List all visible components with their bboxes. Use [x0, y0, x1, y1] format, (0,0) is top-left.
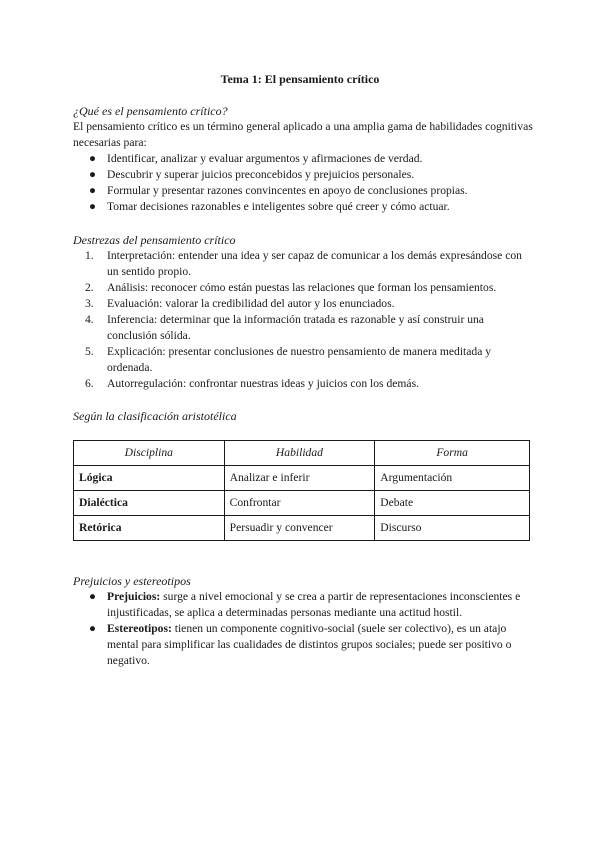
table-header-row [74, 441, 530, 466]
list-number: 2. [85, 281, 94, 294]
section-aristotelian [73, 408, 533, 424]
table-cell: Dialéctica [74, 491, 225, 516]
table-cell: Retórica [74, 516, 225, 541]
list-item-text: surge a nivel emocional y se crea a partir de representaciones inconscientes e injustificadas, se aplica a determinadas personas mediante una actitud hostil. [107, 590, 521, 619]
term-label: Estereotipos: [107, 622, 172, 635]
section-skills [73, 232, 533, 392]
classification-table [73, 440, 530, 541]
list-item-text: Tomar decisiones razonables e inteligentes sobre qué creer y cómo actuar. [107, 200, 450, 213]
list-item [73, 151, 533, 167]
table-cell: Persuadir y convencer [224, 516, 375, 541]
section-heading: Destrezas del pensamiento crítico [73, 233, 236, 247]
bullet-icon: ● [89, 184, 97, 197]
list-item-text: tienen un componente cognitivo-social (suele ser colectivo), es un atajo mental para simplificar las cualidades de distintos grupos sociales; puede ser positivo o negativo. [107, 622, 512, 667]
list-number: 5. [85, 345, 94, 358]
list-item [73, 199, 533, 215]
list-item-text: Evaluación: valorar la credibilidad del autor y los enunciados. [107, 297, 395, 310]
table-cell: Lógica [74, 466, 225, 491]
table-cell: Debate [375, 491, 530, 516]
list-item [73, 280, 533, 296]
list-item-text: Autorregulación: confrontar nuestras ideas y juicios con los demás. [107, 377, 419, 390]
list-number: 3. [85, 297, 94, 310]
list-item [73, 248, 533, 280]
column-header: Forma [375, 441, 530, 466]
table-row [74, 466, 530, 491]
bullet-icon: ● [89, 590, 97, 603]
list-item-text: Descubrir y superar juicios preconcebidos y prejuicios personales. [107, 168, 415, 181]
term-label: Prejuicios: [107, 590, 161, 603]
list-item-text: Formular y presentar razones convincentes en apoyo de conclusiones propias. [107, 184, 468, 197]
section-heading: Según la clasificación aristotélica [73, 409, 237, 423]
numbered-list [73, 248, 533, 392]
bullet-icon: ● [89, 152, 97, 165]
list-item-text: Explicación: presentar conclusiones de nuestro pensamiento de manera meditada y ordenada. [107, 345, 492, 374]
list-item-text: Interpretación: entender una idea y ser capaz de comunicar a los demás expresándose con un sentido propio. [107, 249, 522, 278]
list-item [73, 167, 533, 183]
bullet-icon: ● [89, 200, 97, 213]
bullet-list [73, 151, 533, 215]
list-item-text: Análisis: reconocer cómo están puestas las relaciones que forman los pensamientos. [107, 281, 497, 294]
list-item [73, 621, 533, 669]
table-cell: Discurso [375, 516, 530, 541]
table-row [74, 516, 530, 541]
bullet-list [73, 589, 533, 669]
list-item [73, 312, 533, 344]
list-item [73, 589, 533, 621]
list-number: 4. [85, 313, 94, 326]
page-title: Tema 1: El pensamiento crítico [220, 72, 380, 86]
list-item [73, 183, 533, 199]
section-heading: ¿Qué es el pensamiento crítico? [73, 104, 228, 118]
column-header: Habilidad [224, 441, 375, 466]
section-what-is [73, 103, 533, 215]
section-prejudices [73, 573, 533, 669]
list-number: 6. [85, 377, 94, 390]
list-item [73, 376, 533, 392]
table-cell: Argumentación [375, 466, 530, 491]
list-item-text: Identificar, analizar y evaluar argumentos y afirmaciones de verdad. [107, 152, 423, 165]
list-item [73, 296, 533, 312]
list-item-text: Inferencia: determinar que la información tratada es razonable y así construir una conclusión sólida. [107, 313, 484, 342]
bullet-icon: ● [89, 622, 97, 635]
column-header: Disciplina [74, 441, 225, 466]
table-cell: Confrontar [224, 491, 375, 516]
table-cell: Analizar e inferir [224, 466, 375, 491]
intro-paragraph: El pensamiento crítico es un término general aplicado a una amplia gama de habilidades cognitivas necesarias para: [73, 120, 533, 149]
section-heading: Prejuicios y estereotipos [73, 574, 191, 588]
bullet-icon: ● [89, 168, 97, 181]
list-item [73, 344, 533, 376]
table-row [74, 491, 530, 516]
list-number: 1. [85, 249, 94, 262]
